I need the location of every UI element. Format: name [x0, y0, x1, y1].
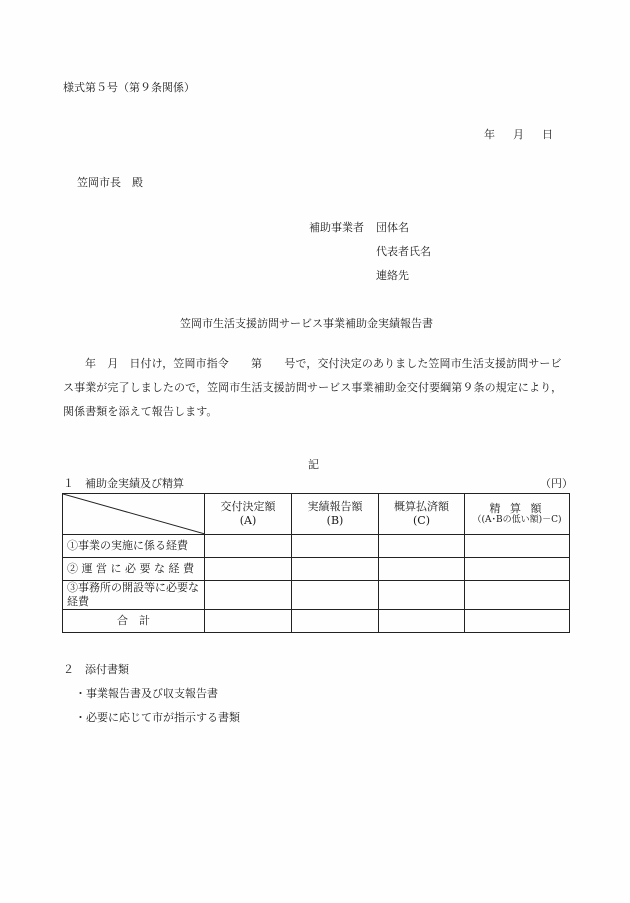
column-header: 実績報告額 (B) — [292, 494, 379, 535]
amount-cell[interactable] — [465, 581, 570, 610]
column-header: 精 算 額 （(A･Bの低い額)－C) — [465, 494, 570, 535]
column-header: 概算払済額 (C) — [379, 494, 465, 535]
amount-cell[interactable] — [379, 535, 465, 558]
table-row — [63, 581, 570, 610]
diagonal-header-cell — [63, 494, 205, 535]
amount-cell[interactable] — [292, 558, 379, 581]
org-name-label: 団体名 — [376, 221, 409, 234]
date-month: 月 — [513, 128, 524, 141]
amount-cell[interactable] — [465, 535, 570, 558]
column-header: 交付決定額 (A) — [205, 494, 292, 535]
total-cell[interactable] — [292, 609, 379, 632]
total-cell[interactable] — [205, 609, 292, 632]
amount-cell[interactable] — [292, 535, 379, 558]
row-label: ② 運 営 に 必 要 な 経 費 — [63, 558, 205, 581]
amount-cell[interactable] — [292, 581, 379, 610]
total-cell[interactable] — [465, 609, 570, 632]
table-header-row — [63, 494, 570, 535]
section2-title: ２ 添付書類 — [63, 663, 129, 676]
document-title: 笠岡市生活支援訪問サービス事業補助金実績報告書 — [180, 317, 433, 330]
total-row — [63, 609, 570, 632]
amount-cell[interactable] — [379, 558, 465, 581]
section1-title: １ 補助金実績及び精算 — [63, 477, 184, 490]
body-paragraph: 年 月 日付け，笠岡市指令 第 号で，交付決定のありました笠岡市生活支援訪問サービス事業が完了しましたので，笠岡市生活支援訪問サービス事業補助金交付要綱第９条の規定により，関係書類を添えて報告します。 — [63, 357, 563, 418]
date-line — [484, 129, 553, 140]
total-label: 合 計 — [63, 609, 205, 632]
form-number: 様式第５号（第９条関係） — [63, 81, 195, 94]
attachment-item: ・必要に応じて市が指示する書類 — [75, 711, 240, 724]
ki-heading: 記 — [308, 458, 319, 471]
row-label: ③事務所の開設等に必要な経費 — [63, 581, 205, 610]
row-label: ①事業の実施に係る経費 — [63, 535, 205, 558]
applicant-label: 補助事業者 — [309, 221, 364, 234]
date-day: 日 — [542, 128, 553, 141]
representative-label: 代表者氏名 — [376, 245, 431, 258]
contact-label: 連絡先 — [376, 269, 409, 282]
amount-cell[interactable] — [465, 558, 570, 581]
diagonal-line — [63, 494, 205, 534]
section1-unit: （円） — [540, 477, 573, 490]
table-row — [63, 535, 570, 558]
amount-cell[interactable] — [379, 581, 465, 610]
date-year: 年 — [484, 128, 495, 141]
total-cell[interactable] — [379, 609, 465, 632]
table-row — [63, 558, 570, 581]
addressee: 笠岡市長 殿 — [77, 176, 143, 189]
amount-cell[interactable] — [205, 535, 292, 558]
amount-cell[interactable] — [205, 581, 292, 610]
attachment-item: ・事業報告書及び収支報告書 — [75, 687, 218, 700]
settlement-table — [62, 493, 570, 633]
amount-cell[interactable] — [205, 558, 292, 581]
